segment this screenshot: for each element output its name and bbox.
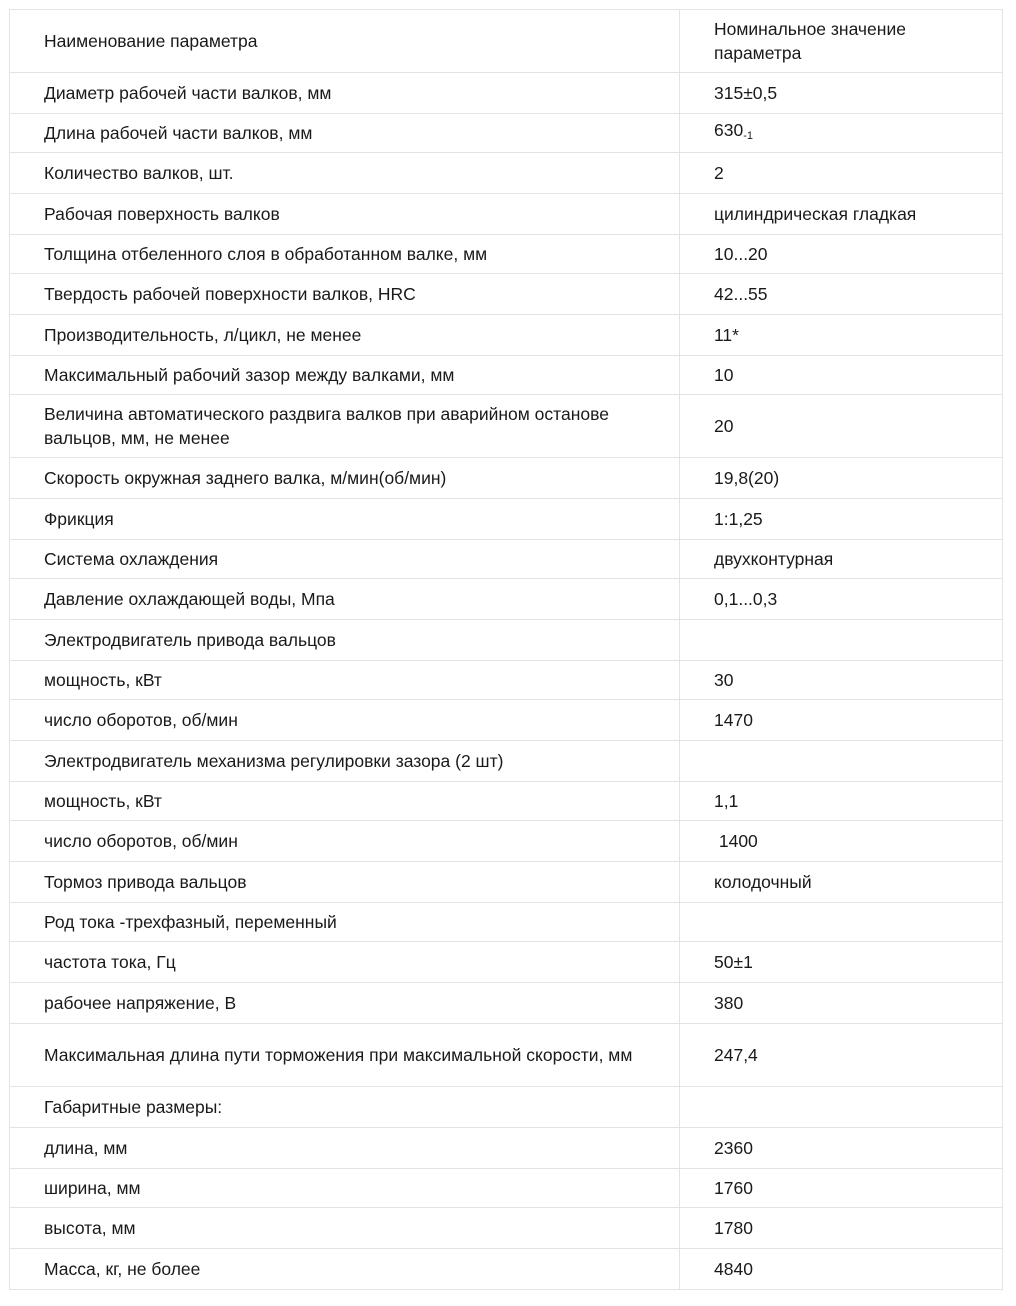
row-name: Длина рабочей части валков, мм <box>10 114 680 153</box>
table-row <box>10 356 1003 395</box>
table-row <box>10 1024 1003 1087</box>
row-value: 247,4 <box>680 1024 1003 1087</box>
row-name: рабочее напряжение, В <box>10 983 680 1024</box>
specifications-table <box>9 9 1003 1290</box>
header-parameter-name: Наименование параметра <box>10 10 680 73</box>
row-value: 10...20 <box>680 235 1003 274</box>
row-value: колодочный <box>680 862 1003 903</box>
row-name: Фрикция <box>10 499 680 540</box>
row-name: Электродвигатель механизма регулировки зазора (2 шт) <box>10 741 680 782</box>
row-name: Твердость рабочей поверхности валков, HRC <box>10 274 680 315</box>
table-row <box>10 1169 1003 1208</box>
row-name: Производительность, л/цикл, не менее <box>10 315 680 356</box>
row-name: Величина автоматического раздвига валков при аварийном останове вальцов, мм, не менее <box>10 395 680 458</box>
table-row <box>10 782 1003 821</box>
row-value: 0,1...0,3 <box>680 579 1003 620</box>
row-value: 11* <box>680 315 1003 356</box>
row-value: 1400 <box>680 821 1003 862</box>
row-value: 10 <box>680 356 1003 395</box>
table-row <box>10 114 1003 153</box>
row-value: 20 <box>680 395 1003 458</box>
table-row <box>10 1128 1003 1169</box>
table-row <box>10 1208 1003 1249</box>
row-value <box>680 1087 1003 1128</box>
row-value: 50±1 <box>680 942 1003 983</box>
row-name: Габаритные размеры: <box>10 1087 680 1128</box>
header-parameter-value: Номинальное значение параметра <box>680 10 1003 73</box>
row-value <box>680 741 1003 782</box>
row-name: Диаметр рабочей части валков, мм <box>10 73 680 114</box>
row-name: Давление охлаждающей воды, Мпа <box>10 579 680 620</box>
spec-table-container <box>9 9 1003 1290</box>
row-name: Максимальная длина пути торможения при максимальной скорости, мм <box>10 1024 680 1087</box>
row-name: мощность, кВт <box>10 661 680 700</box>
row-name: ширина, мм <box>10 1169 680 1208</box>
table-row <box>10 700 1003 741</box>
table-row <box>10 194 1003 235</box>
row-name: Электродвигатель привода вальцов <box>10 620 680 661</box>
table-row <box>10 821 1003 862</box>
row-name: Система охлаждения <box>10 540 680 579</box>
table-row <box>10 153 1003 194</box>
row-value-main: 630 <box>714 120 744 140</box>
row-name: высота, мм <box>10 1208 680 1249</box>
row-value: 1780 <box>680 1208 1003 1249</box>
row-value: 19,8(20) <box>680 458 1003 499</box>
row-value: двухконтурная <box>680 540 1003 579</box>
row-value: 1:1,25 <box>680 499 1003 540</box>
table-row <box>10 983 1003 1024</box>
row-name: Скорость окружная заднего валка, м/мин(об/мин) <box>10 458 680 499</box>
row-value: 1470 <box>680 700 1003 741</box>
row-name: число оборотов, об/мин <box>10 821 680 862</box>
table-row <box>10 579 1003 620</box>
row-value: 380 <box>680 983 1003 1024</box>
table-row <box>10 942 1003 983</box>
row-value <box>680 903 1003 942</box>
table-row <box>10 661 1003 700</box>
table-row <box>10 458 1003 499</box>
row-name: Рабочая поверхность валков <box>10 194 680 235</box>
table-row <box>10 1087 1003 1128</box>
table-row <box>10 395 1003 458</box>
table-row <box>10 499 1003 540</box>
table-row <box>10 274 1003 315</box>
row-name: Род тока -трехфазный, переменный <box>10 903 680 942</box>
row-name: Количество валков, шт. <box>10 153 680 194</box>
row-name: Толщина отбеленного слоя в обработанном валке, мм <box>10 235 680 274</box>
table-row <box>10 315 1003 356</box>
table-row <box>10 862 1003 903</box>
row-name: Тормоз привода вальцов <box>10 862 680 903</box>
row-value: 1,1 <box>680 782 1003 821</box>
table-row <box>10 1249 1003 1290</box>
table-row <box>10 235 1003 274</box>
table-row <box>10 741 1003 782</box>
table-header-row <box>10 10 1003 73</box>
row-name: Масса, кг, не более <box>10 1249 680 1290</box>
row-name: мощность, кВт <box>10 782 680 821</box>
row-name: число оборотов, об/мин <box>10 700 680 741</box>
row-value-subscript: -1 <box>743 130 753 142</box>
table-row <box>10 540 1003 579</box>
row-value: 2 <box>680 153 1003 194</box>
row-value: 4840 <box>680 1249 1003 1290</box>
table-row <box>10 620 1003 661</box>
row-name: длина, мм <box>10 1128 680 1169</box>
row-value: 2360 <box>680 1128 1003 1169</box>
row-name: Максимальный рабочий зазор между валками, мм <box>10 356 680 395</box>
row-value: 30 <box>680 661 1003 700</box>
row-value <box>680 114 1003 153</box>
table-row <box>10 73 1003 114</box>
row-value <box>680 620 1003 661</box>
row-value: 315±0,5 <box>680 73 1003 114</box>
row-name: частота тока, Гц <box>10 942 680 983</box>
row-value: 1760 <box>680 1169 1003 1208</box>
table-row <box>10 903 1003 942</box>
row-value: цилиндрическая гладкая <box>680 194 1003 235</box>
row-value: 42...55 <box>680 274 1003 315</box>
